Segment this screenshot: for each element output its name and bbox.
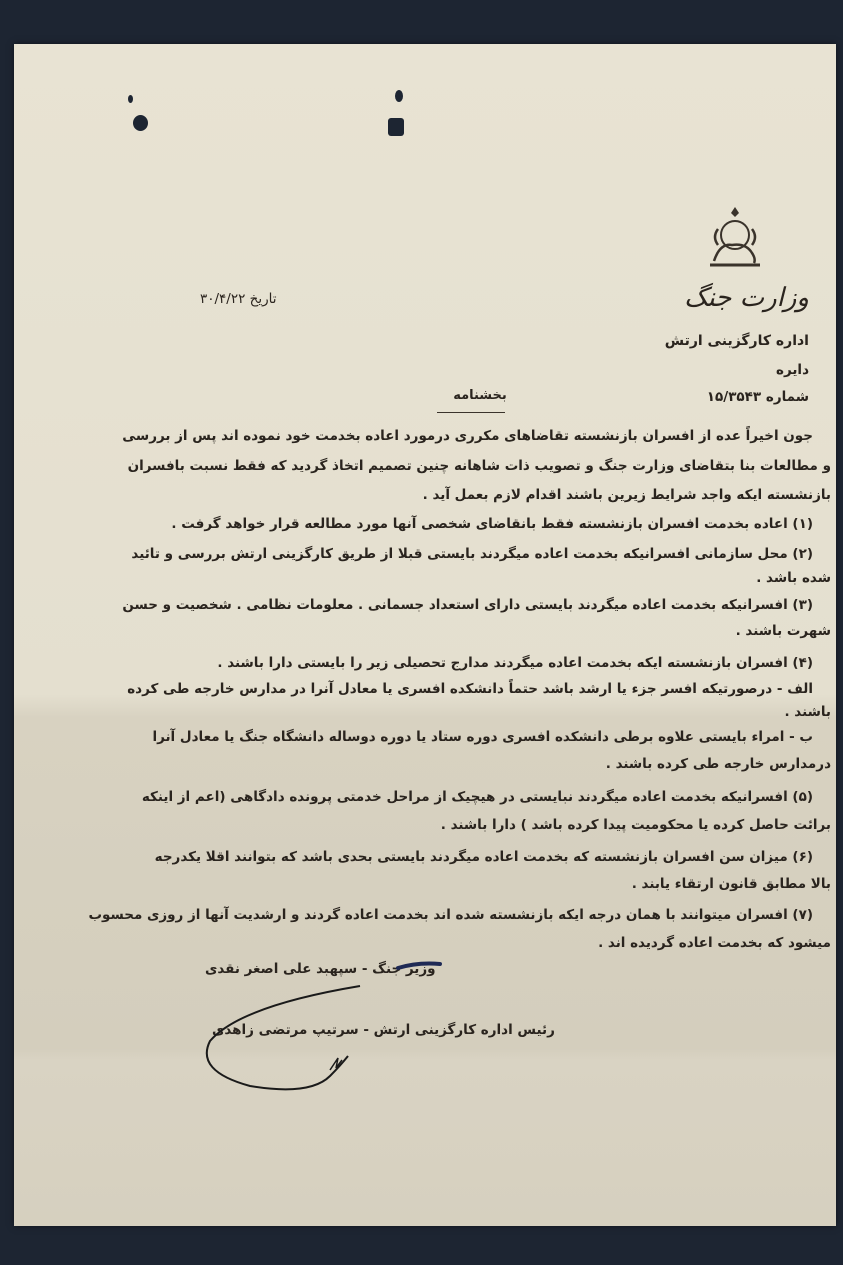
body-line: بازنشسته ایکه واجد شرایط زیرین باشند اقدام لازم بعمل آید . (422, 487, 831, 503)
ministry-logotype: وزارت جنگ (684, 283, 809, 313)
body-line: درمدارس خارجه طی کرده باشند . (605, 756, 831, 772)
body-line: و مطالعات بنا بتقاضای وزارت جنگ و تصویب ذات شاهانه چنین تصمیم اتخاذ گردید که فقط نسبت بافسران (127, 458, 831, 474)
body-line: شده باشد . (756, 570, 831, 586)
body-line: (۶) میزان سن افسران بازنشسته که بخدمت اعاده میگردند بایستی بحدی باشد که بتوانند اقلا یکدرجه (154, 849, 813, 865)
document-title: بخشنامه (453, 388, 507, 403)
body-line: بالا مطابق قانون ارتقاء یابند . (631, 876, 831, 892)
body-line: (۲) محل سازمانی افسرانیکه بخدمت اعاده میگردند بایستی قبلا از طریق کارگزینی ارتش بررسی و تائید (131, 546, 813, 562)
body-line: (۳) افسرانیکه بخدمت اعاده میگردند بایستی دارای استعداد جسمانی . معلومات نظامی . شخصیت و حسن (122, 597, 813, 613)
body-line: ب - امراء بایستی علاوه برطی دانشکده افسری دوره ستاد یا دوره دوساله دانشگاه جنگ یا معادل آنرا (152, 729, 813, 745)
section-label: دایره (776, 362, 809, 378)
body-line: الف - درصورتیکه افسر جزء یا ارشد باشد حتماً دانشکده افسری یا معادل آنرا در مدارس خارجه طی کرده (127, 681, 813, 697)
body-line: (۵) افسرانیکه بخدمت اعاده میگردند نبایستی در هیچیک از مراحل خدمتی پرونده دادگاهی (اعم از اینکه (141, 789, 813, 805)
body-line: میشود که بخدمت اعاده گردیده اند . (598, 935, 831, 951)
body-line: جون اخیراً عده از افسران بازنشسته تقاضاهای مکرری درمورد اعاده بخدمت خود نموده اند پس از بررسی (122, 428, 813, 444)
body-line: برائت حاصل کرده یا محکومیت پیدا کرده باشد ) دارا باشند . (440, 817, 831, 833)
body-line: شهرت باشند . (735, 623, 831, 639)
department-name: اداره کارگزینی ارتش (664, 333, 809, 349)
number-label: شماره (765, 389, 809, 405)
date-label: تاریخ (249, 291, 277, 307)
department-head-signature-line: رئیس اداره کارگزینی ارتش - سرتیپ مرتضی زاهدی (212, 1022, 555, 1038)
body-line: (۴) افسران بازنشسته ایکه بخدمت اعاده میگردند مدارج تحصیلی زیر را بایستی دارا باشند . (217, 655, 813, 671)
body-line: (۱) اعاده بخدمت افسران بازنشسته فقط بانقاضای شخصی آنها مورد مطالعه قرار خواهد گرفت . (171, 516, 813, 532)
minister-signature-line: وزیر جنگ - سپهبد علی اصغر نقدی (205, 961, 436, 977)
number-value: ۱۵/۳۵۴۳ (706, 389, 762, 405)
body-line: (۷) افسران میتوانند با همان درجه ایکه بازنشسته شده اند بخدمت اعاده گردند و ارشدیت آنها از روزی محسوب (88, 907, 813, 923)
body-line: باشند . (784, 704, 831, 720)
date-value: ۳۰/۴/۲۲ (200, 291, 246, 307)
